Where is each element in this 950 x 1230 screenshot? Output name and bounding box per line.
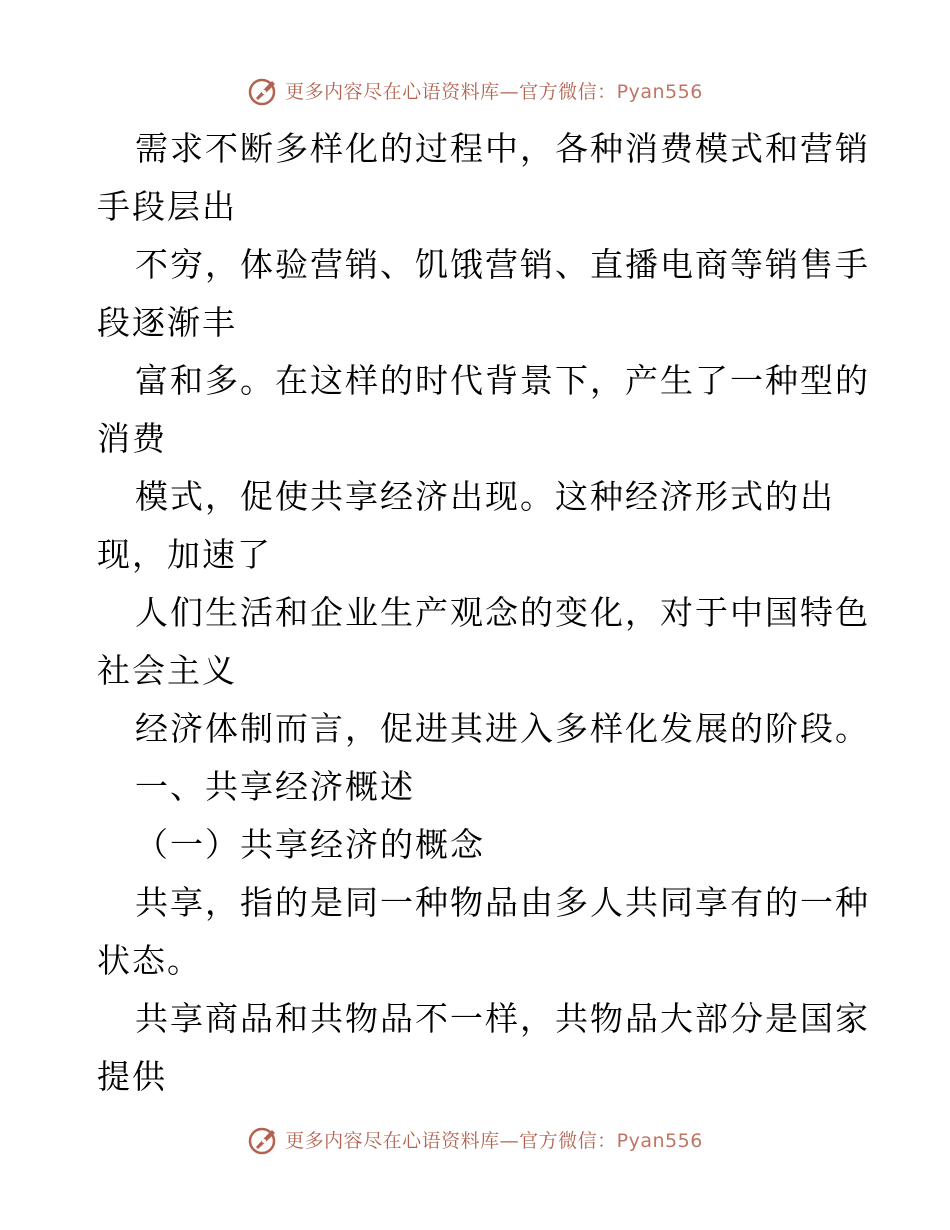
- banner-label: 更多内容尽在心语资料库—官方微信：: [285, 1129, 617, 1152]
- banner-label: 更多内容尽在心语资料库—官方微信：: [285, 80, 617, 103]
- subsection-heading: （一）共享经济的概念: [135, 825, 485, 864]
- paragraph-line: 人们生活和企业生产观念的变化，对于中国特色: [135, 593, 870, 632]
- banner-text: [285, 77, 703, 104]
- paragraph-line: 状态。: [97, 941, 202, 980]
- paragraph-line: 社会主义: [97, 651, 237, 690]
- paragraph-line: 段逐渐丰: [97, 303, 237, 342]
- pen-nib-logo-icon: [247, 73, 281, 107]
- paragraph-line: 不穷，体验营销、饥饿营销、直播电商等销售手: [135, 245, 870, 284]
- wechat-id: Pyan556: [616, 1129, 703, 1152]
- paragraph-line: 需求不断多样化的过程中，各种消费模式和营销: [135, 129, 870, 168]
- document-body: [97, 120, 870, 1106]
- paragraph-line: 提供: [97, 1057, 167, 1096]
- section-heading: 一、共享经济概述: [135, 767, 415, 806]
- footer-banner: [0, 1119, 950, 1159]
- banner-text: [285, 1126, 703, 1153]
- pen-nib-logo-icon: [247, 1122, 281, 1156]
- paragraph-line: 消费: [97, 419, 167, 458]
- paragraph-line: 现，加速了: [97, 535, 272, 574]
- paragraph-line: 富和多。在这样的时代背景下，产生了一种型的: [135, 361, 870, 400]
- paragraph-line: 共享，指的是同一种物品由多人共同享有的一种: [135, 883, 870, 922]
- paragraph-line: 经济体制而言，促进其进入多样化发展的阶段。: [135, 709, 870, 748]
- paragraph-line: 共享商品和共物品不一样，共物品大部分是国家: [135, 999, 870, 1038]
- paragraph-line: 手段层出: [97, 187, 237, 226]
- header-banner: [0, 70, 950, 110]
- wechat-id: Pyan556: [616, 80, 703, 103]
- paragraph-line: 模式，促使共享经济出现。这种经济形式的出: [135, 477, 835, 516]
